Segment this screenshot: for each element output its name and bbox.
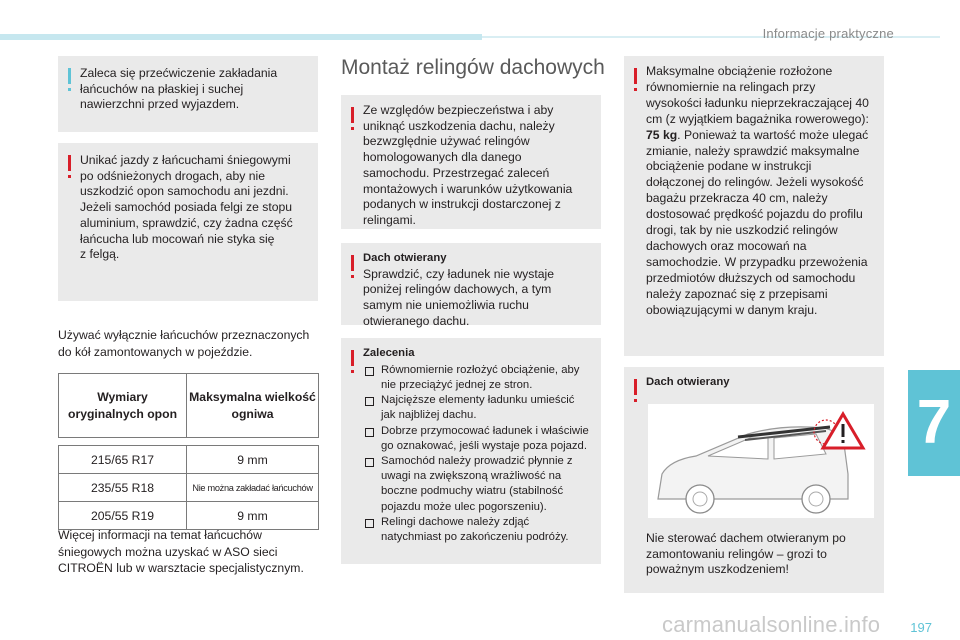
list-item: Samochód należy prowadzić płynnie z uwagi na zwiększoną wrażliwość na boczne podmuchy wiatru (stabilność pojazdu może ulec pogorszeniu). — [363, 454, 589, 515]
list-item: Najcięższe elementy ładunku umieścić jak najbliżej dachu. — [363, 393, 589, 423]
warning-icon — [351, 107, 354, 123]
chains-warning-line: aluminium, sprawdzić, czy żadna część — [80, 215, 293, 230]
table-row — [59, 502, 319, 530]
max-load-text-part: . Ponieważ ta wartość może ulegać zmianie, należy sprawdzić maksymalne obciążenie podane w instrukcji dołączonej do relingów. Jeżeli wysokość bagażu przekracza 40 cm, należy dostosować prędkość pojazdu do profilu drogi, tak by nie uszkodzić relingów dachowych oraz mocowań na samochodzie. W przypadku przewożenia przedmiotów dłuższych od samochodu należy zapoznać się z przepisami obowiązującymi w danym kraju. — [646, 127, 869, 317]
max-load-warning-box — [624, 56, 884, 356]
link-size-cell: Nie można zakładać łańcuchów — [187, 474, 319, 502]
table-header: Wymiary oryginalnych opon — [59, 374, 187, 438]
table-gap — [59, 438, 319, 446]
chains-warning-line: po odśnieżonych drogach, aby nie — [80, 168, 265, 183]
recommendations-box — [341, 338, 601, 564]
sunroof-operation-text: Nie sterować dachem otwieranym po zamontowaniu relingów – grozi to poważnym uszkodzeniem! — [646, 531, 846, 577]
car-illustration — [648, 404, 874, 518]
sunroof-operation-title: Dach otwierany — [646, 376, 730, 388]
chapter-number: 7 — [916, 388, 952, 457]
chains-warning-text — [80, 153, 306, 263]
max-load-warning-text — [646, 64, 872, 319]
link-size-cell: 9 mm — [187, 502, 319, 530]
chains-warning-line: Unikać jazdy z łańcuchami śniegowymi — [80, 153, 291, 167]
table-row — [59, 446, 319, 474]
sunroof-warning-box — [341, 243, 601, 328]
table-row — [59, 474, 319, 502]
link-size-cell: 9 mm — [187, 446, 319, 474]
roof-bars-warning-box — [341, 95, 601, 229]
warning-icon — [634, 379, 637, 395]
header-bar — [0, 34, 482, 40]
table-header-row — [59, 374, 319, 438]
sunroof-warning-text: Sprawdzić, czy ładunek nie wystaje poniżej relingów dachowych, a tym samym nie uniemożliwia ruchu otwieranego dachu. — [363, 266, 555, 328]
chains-warning-line: łańcucha lub mocowań nie styka się — [80, 231, 275, 246]
recommendations-title: Zalecenia — [363, 347, 415, 359]
warning-icon — [634, 68, 637, 84]
chains-intro-text: Używać wyłącznie łańcuchów przeznaczonych do kół zamontowanych w pojeździe. — [58, 328, 310, 359]
sunroof-warning-content — [363, 251, 589, 330]
list-item: Równomiernie rozłożyć obciążenie, aby nie przeciążyć jednej ze stron. — [363, 363, 589, 393]
tire-size-cell: 205/55 R19 — [59, 502, 187, 530]
chains-warning-line: uszkodzić opon samochodu ani jezdni. — [80, 184, 289, 199]
roof-bars-warning-text: Ze względów bezpieczeństwa i aby uniknąć uszkodzenia dachu, należy bezwzględnie używać relingów homologowanych dla danego samochodu. Przestrzegać zaleceń montażowych i warunków użytkowania podanych w instrukcji dostarczonej z relingami. — [363, 103, 573, 227]
info-icon — [68, 68, 71, 84]
tire-size-cell: 215/65 R17 — [59, 446, 187, 474]
chain-size-table — [58, 373, 319, 530]
max-load-value: 75 kg — [646, 127, 678, 142]
recommendations-content — [363, 346, 589, 545]
list-item: Dobrze przymocować ładunek i właściwie go oznakować, jeśli wystaje poza pojazd. — [363, 424, 589, 454]
table-header: Maksymalna wielkość ogniwa — [187, 374, 319, 438]
recommendations-list — [363, 363, 589, 545]
tire-size-cell: 235/55 R18 — [59, 474, 187, 502]
warning-icon — [351, 255, 354, 271]
max-load-text-part: Maksymalne obciążenie rozłożone równomiernie na relingach przy wysokości ładunku nieprzekraczającej 40 cm (z wyjątkiem bagażnika rowerowego): — [646, 64, 869, 126]
chains-warning-box — [58, 143, 318, 301]
chains-warning-line: Jeżeli samochód posiada felgi ze stopu — [80, 200, 293, 215]
chains-warning-line: z felgą. — [80, 247, 120, 262]
warning-icon — [68, 155, 71, 171]
watermark: carmanualsonline.info — [662, 612, 881, 637]
header-title: Informacje praktyczne — [762, 26, 894, 41]
tip-text: Zaleca się przećwiczenie zakładania łańcuchów na płaskiej i suchej nawierzchni przed wyjazdem. — [80, 66, 278, 112]
section-title: Montaż relingów dachowych — [341, 56, 605, 79]
tip-box — [58, 56, 318, 132]
warning-icon — [351, 350, 354, 366]
sunroof-warning-title: Dach otwierany — [363, 252, 447, 264]
page-number: 197 — [910, 620, 932, 635]
list-item: Relingi dachowe należy zdjąć natychmiast po zakończeniu podróży. — [363, 515, 589, 545]
car-roof-bars-image — [648, 404, 874, 518]
chains-footer-text: Więcej informacji na temat łańcuchów śniegowych można uzyskać w ASO sieci CITROËN lub w warsztacie specjalistycznym. — [58, 528, 304, 575]
